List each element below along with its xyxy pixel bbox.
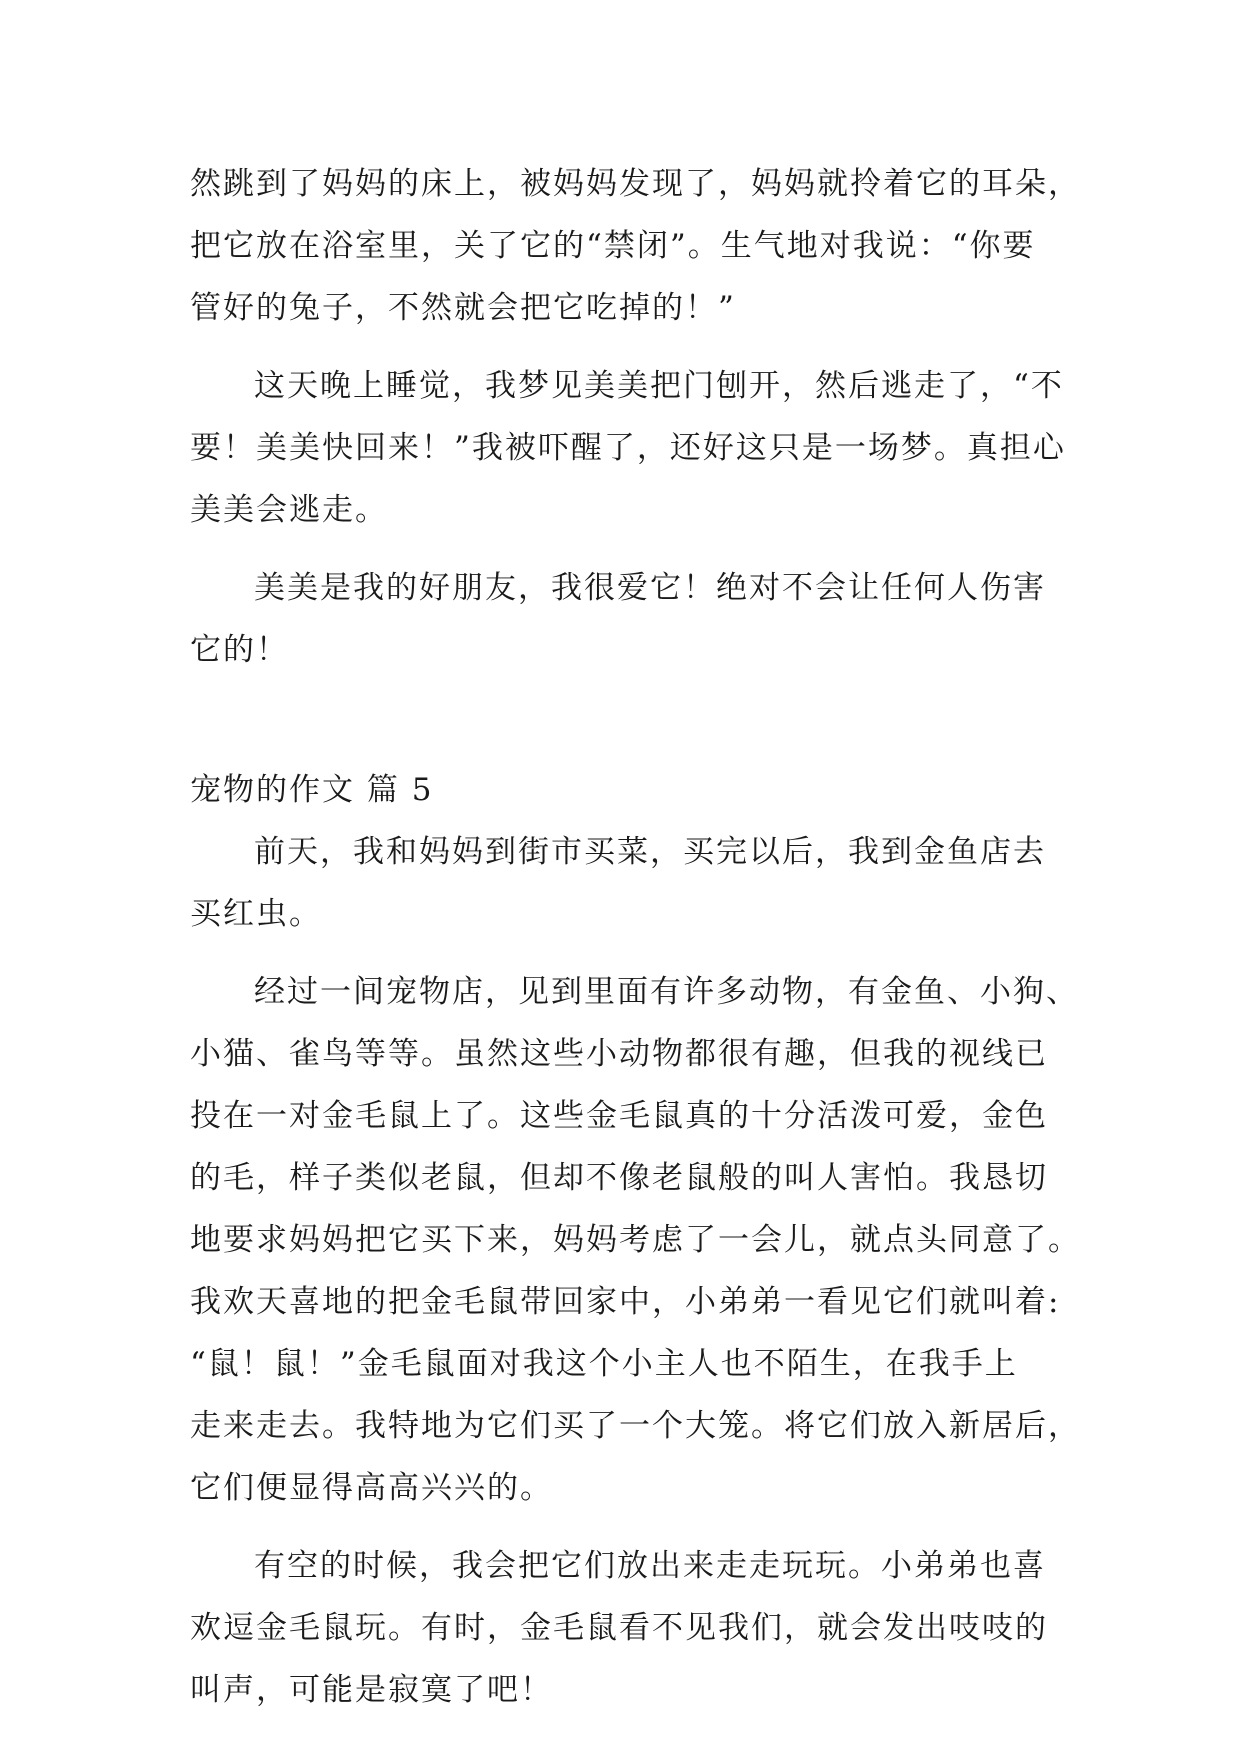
text-line: 投在一对金毛鼠上了。这些金毛鼠真的十分活泼可爱，金色 (190, 1098, 1048, 1134)
paragraph (190, 355, 1066, 541)
text-line: 叫声，可能是寂寞了吧！ (190, 1672, 553, 1708)
text-line: 有空的时候，我会把它们放出来走走玩玩。小弟弟也喜 (254, 1548, 1046, 1584)
text-line: 前天，我和妈妈到街市买菜，买完以后，我到金鱼店去 (254, 834, 1046, 870)
text-line: 我欢天喜地的把金毛鼠带回家中，小弟弟一看见它们就叫着: (190, 1284, 1061, 1320)
text-line: “鼠！鼠！”金毛鼠面对我这个小主人也不陌生，在我手上 (190, 1346, 1018, 1382)
text-line: 美美是我的好朋友，我很爱它！绝对不会让任何人伤害 (254, 570, 1046, 606)
text-line: 欢逗金毛鼠玩。有时，金毛鼠看不见我们，就会发出吱吱的 (190, 1610, 1048, 1646)
text-line: 它们便显得高高兴兴的。 (190, 1470, 553, 1506)
text-line: 小猫、雀鸟等等。虽然这些小动物都很有趣，但我的视线已 (190, 1036, 1048, 1072)
text-line: 它的！ (190, 632, 289, 668)
paragraph (190, 961, 1081, 1519)
text-line: 走来走去。我特地为它们买了一个大笼。将它们放入新居后， (190, 1408, 1081, 1444)
text-line: 买红虫。 (190, 896, 322, 932)
paragraph (190, 821, 1046, 945)
paragraph (190, 153, 1081, 339)
text-line: 的毛，样子类似老鼠，但却不像老鼠般的叫人害怕。我恳切 (190, 1160, 1048, 1196)
text-line: 把它放在浴室里，关了它的“禁闭”。生气地对我说：“你要 (190, 228, 1036, 264)
text-line: 地要求妈妈把它买下来，妈妈考虑了一会儿，就点头同意了。 (190, 1222, 1081, 1258)
text-line: 要！美美快回来！”我被吓醒了，还好这只是一场梦。真担心 (190, 430, 1066, 466)
paragraph (190, 557, 1046, 681)
paragraph (190, 1535, 1046, 1721)
text-line: 美美会逃走。 (190, 492, 388, 528)
text-line: 管好的兔子，不然就会把它吃掉的！” (190, 290, 736, 326)
section-heading: 宠物的作文 篇 5 (190, 772, 434, 808)
text-line: 然跳到了妈妈的床上，被妈妈发现了，妈妈就拎着它的耳朵， (190, 166, 1081, 202)
text-line: 经过一间宠物店，见到里面有许多动物，有金鱼、小狗、 (254, 974, 1079, 1010)
essay-body (190, 153, 1081, 1721)
text-line: 这天晚上睡觉，我梦见美美把门刨开，然后逃走了，“不 (254, 368, 1064, 404)
